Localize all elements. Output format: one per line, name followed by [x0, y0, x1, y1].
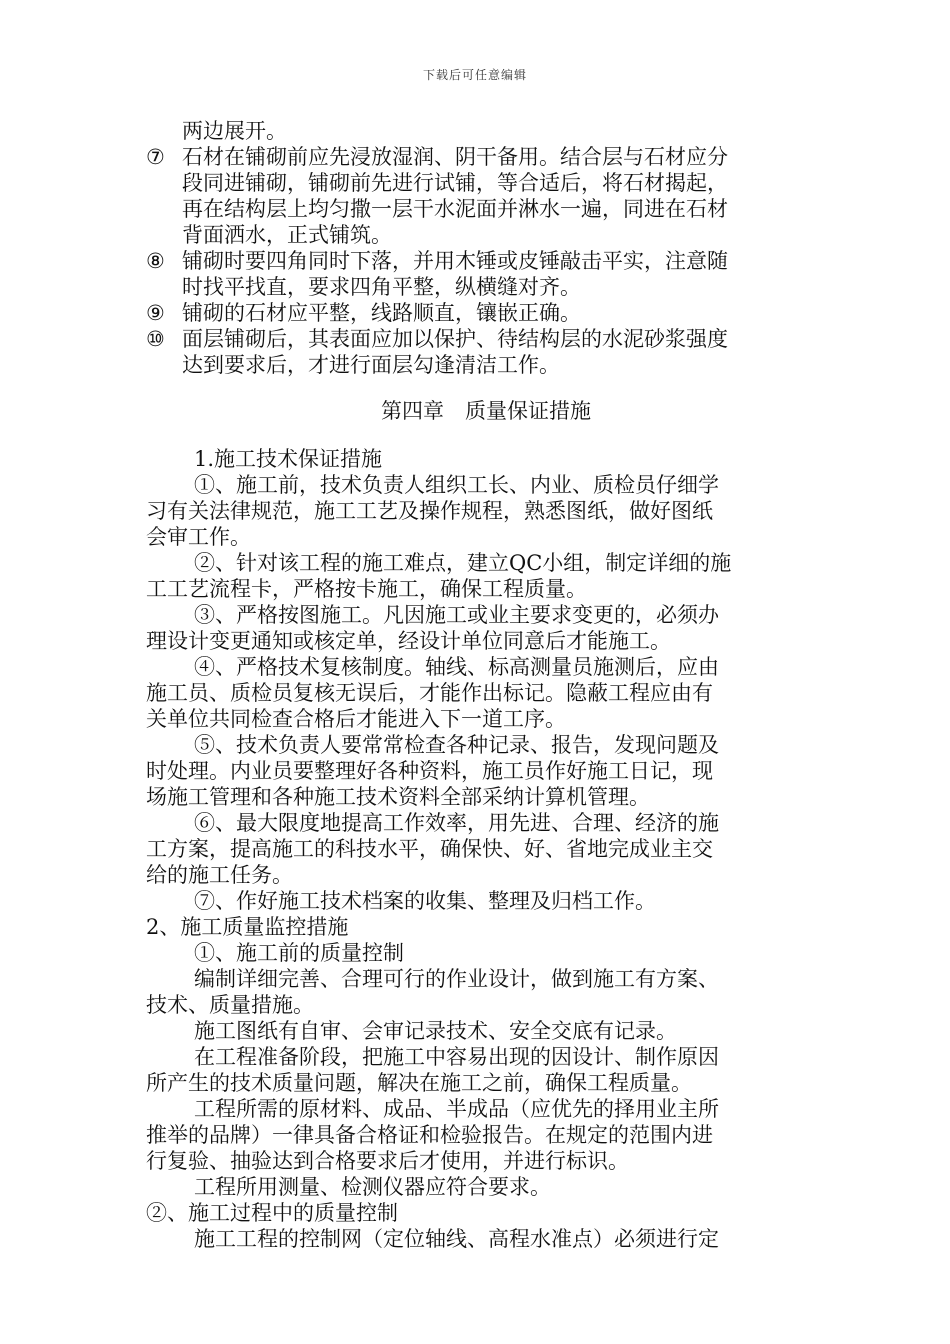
text-line: 石材在铺砌前应先浸放湿润、阴干备用。结合层与石材应分	[182, 145, 728, 169]
text-line: ③、严格按图施工。凡因施工或业主要求变更的，必须办	[194, 603, 719, 627]
text-line: 会审工作。	[146, 525, 251, 549]
text-line: 给的施工任务。	[146, 863, 293, 887]
text-line: ⑦、作好施工技术档案的收集、整理及归档工作。	[194, 889, 656, 913]
text-line: 达到要求后，才进行面层勾逢清洁工作。	[182, 353, 560, 377]
text-line: 关单位共同检查合格后才能进入下一道工序。	[146, 707, 566, 731]
text-line: ①、施工前，技术负责人组织工长、内业、质检员仔细学	[194, 473, 719, 497]
text-line: 再在结构层上均匀撒一层干水泥面并淋水一遍，同进在石材	[182, 197, 728, 221]
text-line: 行复验、抽验达到合格要求后才使用，并进行标识。	[146, 1149, 629, 1173]
page-header: 下载后可任意编辑	[422, 68, 527, 82]
text-line: 施工员、质检员复核无误后，才能作出标记。隐蔽工程应由有	[146, 681, 713, 705]
text-line: 铺砌的石材应平整，线路顺直，镶嵌正确。	[182, 301, 581, 325]
text-line: 两边展开。	[182, 119, 287, 143]
text-line: 习有关法律规范，施工工艺及操作规程，熟悉图纸，做好图纸	[146, 499, 713, 523]
chapter-title: 第四章 质量保证措施	[381, 399, 591, 423]
text-line: 场施工管理和各种施工技术资料全部采纳计算机管理。	[146, 785, 650, 809]
list-number: ⑩	[146, 327, 165, 351]
document-body	[146, 118, 806, 1252]
text-line: 施工图纸有自审、会审记录技术、安全交底有记录。	[194, 1019, 677, 1043]
text-line: 技术、质量措施。	[146, 993, 314, 1017]
subsection-heading: ①、施工前的质量控制	[194, 941, 404, 965]
list-number: ⑨	[146, 301, 165, 325]
text-line: 段同进铺砌，铺砌前先进行试铺，等合适后，将石材揭起，	[182, 171, 728, 195]
text-line: 工程所需的原材料、成品、半成品（应优先的择用业主所	[194, 1097, 719, 1121]
list-number: ⑧	[146, 249, 165, 273]
text-line: ⑤、技术负责人要常常检查各种记录、报告，发现问题及	[194, 733, 719, 757]
section-heading: 1.施工技术保证措施	[194, 447, 383, 471]
text-line: 推举的品牌）一律具备合格证和检验报告。在规定的范围内进	[146, 1123, 713, 1147]
subsection-heading: ②、施工过程中的质量控制	[146, 1201, 398, 1225]
section-heading: 2、施工质量监控措施	[146, 915, 349, 939]
text-line: ⑥、最大限度地提高工作效率，用先进、合理、经济的施	[194, 811, 719, 835]
text-line: 时处理。内业员要整理好各种资料，施工员作好施工日记，现	[146, 759, 713, 783]
list-item-8	[146, 248, 806, 300]
text-line: 在工程准备阶段，把施工中容易出现的因设计、制作原因	[194, 1045, 719, 1069]
list-number: ⑦	[146, 145, 165, 169]
text-line: ②、针对该工程的施工难点，建立QC小组，制定详细的施	[194, 551, 732, 575]
text-line: 背面洒水，正式铺筑。	[182, 223, 392, 247]
text-line: 工程所用测量、检测仪器应符合要求。	[194, 1175, 551, 1199]
text-line: 理设计变更通知或核定单，经设计单位同意后才能施工。	[146, 629, 671, 653]
text-line: 工方案，提高施工的科技水平，确保快、好、省地完成业主交	[146, 837, 713, 861]
text-line: 时找平找直，要求四角平整，纵横缝对齐。	[182, 275, 581, 299]
list-item-10	[146, 326, 806, 378]
list-item-9	[146, 300, 806, 326]
text-line: ④、严格技术复核制度。轴线、标高测量员施测后，应由	[194, 655, 719, 679]
text-line: 所产生的技术质量问题，解决在施工之前，确保工程质量。	[146, 1071, 692, 1095]
text-line: 施工工程的控制网（定位轴线、高程水准点）必须进行定	[194, 1227, 719, 1251]
text-line: 编制详细完善、合理可行的作业设计，做到施工有方案、	[194, 967, 719, 991]
text-line: 面层铺砌后，其表面应加以保护、待结构层的水泥砂浆强度	[182, 327, 728, 351]
list-item-7	[146, 144, 806, 248]
text-line: 工工艺流程卡，严格按卡施工，确保工程质量。	[146, 577, 587, 601]
text-line: 铺砌时要四角同时下落，并用木锤或皮锤敲击平实，注意随	[182, 249, 728, 273]
